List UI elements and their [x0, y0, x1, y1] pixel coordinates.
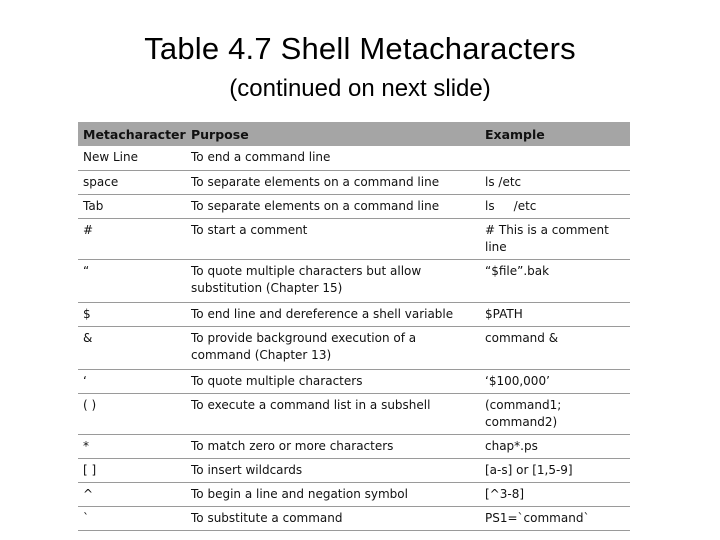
- cell-metacharacter: ‘: [78, 369, 186, 393]
- cell-metacharacter: New Line: [78, 146, 186, 170]
- cell-example: [^3-8]: [480, 482, 630, 506]
- cell-example: [480, 146, 630, 170]
- slide-subtitle: (continued on next slide): [229, 75, 491, 102]
- cell-metacharacter: ^: [78, 482, 186, 506]
- table-row: [78, 218, 630, 259]
- table-row: [78, 194, 630, 218]
- table-header-row: [78, 122, 630, 146]
- cell-metacharacter: ( ): [78, 393, 186, 434]
- cell-example: command &: [480, 326, 630, 369]
- table-row: [78, 393, 630, 434]
- metacharacters-table: [78, 122, 630, 531]
- cell-purpose: To start a comment: [186, 218, 480, 259]
- cell-example: “$file”.bak: [480, 259, 630, 302]
- cell-purpose: To quote multiple characters: [186, 369, 480, 393]
- header-example: Example: [485, 126, 545, 142]
- cell-purpose: To insert wildcards: [186, 458, 480, 482]
- cell-metacharacter: *: [78, 434, 186, 458]
- cell-example: ‘$100,000’: [480, 369, 630, 393]
- table-header: [78, 122, 630, 146]
- cell-metacharacter: #: [78, 218, 186, 259]
- slide-title: Table 4.7 Shell Metacharacters: [144, 31, 576, 66]
- cell-purpose: To separate elements on a command line: [186, 170, 480, 194]
- table-row: [78, 146, 630, 170]
- header-purpose: Purpose: [191, 126, 249, 142]
- cell-purpose: To separate elements on a command line: [186, 194, 480, 218]
- cell-metacharacter: Tab: [78, 194, 186, 218]
- cell-purpose: To substitute a command: [186, 506, 480, 530]
- table-row: [78, 506, 630, 530]
- cell-metacharacter: $: [78, 302, 186, 326]
- cell-purpose: To provide background execution of a command (Chapter 13): [186, 326, 480, 369]
- table-row: [78, 434, 630, 458]
- cell-purpose: To execute a command list in a subshell: [186, 393, 480, 434]
- metacharacters-table-container: [78, 122, 630, 531]
- table-row: [78, 302, 630, 326]
- cell-example: ls /etc: [480, 194, 630, 218]
- cell-example: (command1; command2): [480, 393, 630, 434]
- cell-example: # This is a comment line: [480, 218, 630, 259]
- cell-metacharacter: space: [78, 170, 186, 194]
- table-row: [78, 369, 630, 393]
- cell-purpose: To match zero or more characters: [186, 434, 480, 458]
- cell-metacharacter: `: [78, 506, 186, 530]
- table-row: [78, 458, 630, 482]
- cell-metacharacter: “: [78, 259, 186, 302]
- table-row: [78, 170, 630, 194]
- table-body: [78, 146, 630, 530]
- cell-purpose: To quote multiple characters but allow substitution (Chapter 15): [186, 259, 480, 302]
- cell-purpose: To begin a line and negation symbol: [186, 482, 480, 506]
- cell-example: $PATH: [480, 302, 630, 326]
- table-row: [78, 482, 630, 506]
- cell-example: ls /etc: [480, 170, 630, 194]
- cell-metacharacter: &: [78, 326, 186, 369]
- cell-example: chap*.ps: [480, 434, 630, 458]
- table-row: [78, 326, 630, 369]
- cell-example: [a-s] or [1,5-9]: [480, 458, 630, 482]
- header-metacharacter: Metacharacter: [83, 126, 186, 142]
- cell-example: PS1=`command`: [480, 506, 630, 530]
- cell-metacharacter: [ ]: [78, 458, 186, 482]
- cell-purpose: To end line and dereference a shell variable: [186, 302, 480, 326]
- cell-purpose: To end a command line: [186, 146, 480, 170]
- table-row: [78, 259, 630, 302]
